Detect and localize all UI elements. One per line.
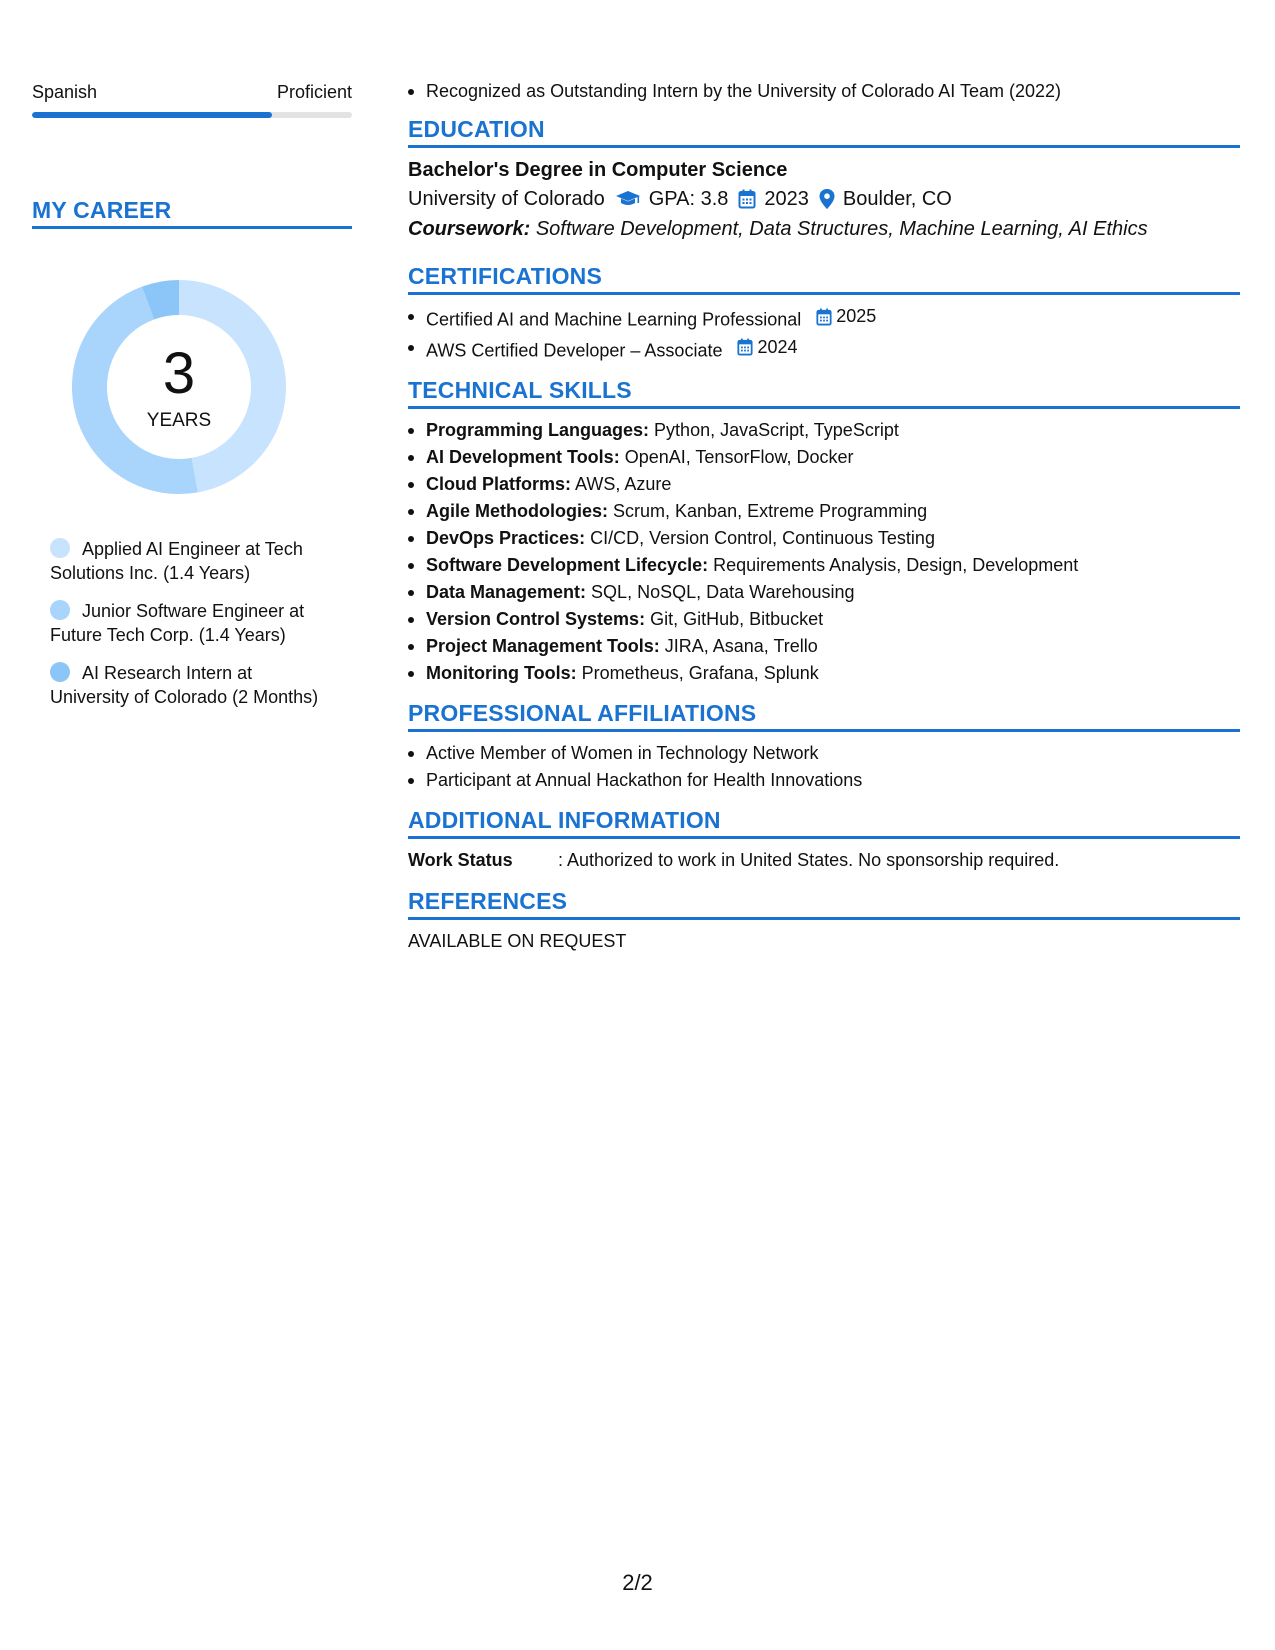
education-gpa: GPA: 3.8 (648, 188, 729, 210)
section-divider (408, 917, 1240, 920)
career-total-unit: YEARS (146, 410, 212, 431)
career-donut-chart (67, 275, 291, 499)
education-school: University of Colorado (408, 188, 605, 210)
education-coursework (408, 214, 1240, 244)
skill-value: Git, GitHub, Bitbucket (650, 609, 824, 629)
main-column (408, 78, 1240, 954)
section-title: TECHNICAL SKILLS (408, 377, 632, 403)
list-item (408, 606, 1240, 633)
language-proficiency-bar (32, 112, 352, 118)
education-location: Boulder, CO (842, 188, 952, 210)
legend-item (50, 599, 325, 647)
skill-value: Scrum, Kanban, Extreme Programming (613, 501, 928, 521)
section-title: REFERENCES (408, 888, 568, 914)
skill-value: OpenAI, TensorFlow, Docker (624, 447, 854, 467)
certification-date (816, 303, 876, 330)
list-item: Participant at Annual Hackathon for Health Innovations (408, 767, 1240, 794)
skill-label: Agile Methodologies: (426, 501, 608, 521)
references-section (408, 887, 1240, 954)
career-legend (50, 537, 325, 723)
coursework-label: Coursework: (408, 218, 531, 240)
list-item (408, 552, 1240, 579)
legend-label: AI Research Intern at University of Colorado (2 Months) (50, 663, 319, 707)
skill-label: DevOps Practices: (426, 528, 586, 548)
list-item (408, 525, 1240, 552)
technical-skills-section (408, 376, 1240, 687)
language-block (32, 80, 352, 118)
list-item (408, 633, 1240, 660)
affiliations-list (408, 740, 1240, 794)
section-title: CERTIFICATIONS (408, 263, 603, 289)
education-year: 2023 (764, 188, 809, 210)
section-title: ADDITIONAL INFORMATION (408, 807, 721, 833)
language-proficiency-fill (32, 112, 272, 118)
section-divider (408, 836, 1240, 839)
calendar-icon (816, 308, 832, 326)
skill-label: Cloud Platforms: (426, 474, 572, 494)
skill-label: Version Control Systems: (426, 609, 646, 629)
skill-label: Software Development Lifecycle: (426, 555, 709, 575)
section-divider (32, 226, 352, 229)
additional-info-section (408, 806, 1240, 873)
section-title: PROFESSIONAL AFFILIATIONS (408, 700, 757, 726)
skill-value: Python, JavaScript, TypeScript (654, 420, 899, 440)
work-status-value: : Authorized to work in United States. No sponsorship required. (558, 850, 1060, 870)
section-divider (408, 145, 1240, 148)
list-item: Active Member of Women in Technology Network (408, 740, 1240, 767)
skills-list (408, 417, 1240, 687)
legend-item (50, 537, 325, 585)
legend-label: Junior Software Engineer at Future Tech Corp. (1.4 Years) (50, 601, 305, 645)
list-item (408, 444, 1240, 471)
language-name: Spanish (32, 82, 98, 102)
certifications-section (408, 262, 1240, 364)
calendar-icon (737, 338, 753, 356)
section-divider (408, 729, 1240, 732)
language-row (32, 80, 352, 104)
list-item (408, 579, 1240, 606)
certification-name: Certified AI and Machine Learning Professional (426, 309, 802, 330)
education-section (408, 115, 1240, 244)
list-item (408, 417, 1240, 444)
skill-value: Prometheus, Grafana, Splunk (581, 663, 819, 683)
work-status-row (408, 847, 1240, 873)
legend-dot (50, 538, 70, 558)
legend-dot (50, 600, 70, 620)
legend-dot (50, 662, 70, 682)
calendar-icon (738, 189, 756, 209)
skill-label: Monitoring Tools: (426, 663, 577, 683)
section-divider (408, 292, 1240, 295)
coursework-value: Software Development, Data Structures, Machine Learning, AI Ethics (535, 218, 1148, 240)
affiliations-section (408, 699, 1240, 794)
skill-value: SQL, NoSQL, Data Warehousing (591, 582, 855, 602)
graduation-cap-icon (615, 190, 641, 208)
legend-item (50, 661, 325, 709)
certifications-list (408, 303, 1240, 364)
list-item (408, 471, 1240, 498)
certification-year: 2025 (836, 306, 877, 326)
career-total-number: 3 (162, 341, 196, 406)
section-title: EDUCATION (408, 116, 545, 142)
education-degree: Bachelor's Degree in Computer Science (408, 159, 788, 181)
list-item (408, 498, 1240, 525)
certification-name: AWS Certified Developer – Associate (426, 340, 723, 360)
skill-label: Programming Languages: (426, 420, 650, 440)
list-item (408, 303, 1240, 334)
work-status-label: Work Status (408, 850, 513, 870)
skill-value: Requirements Analysis, Design, Development (713, 555, 1079, 575)
skill-label: Project Management Tools: (426, 636, 660, 656)
legend-label: Applied AI Engineer at Tech Solutions Inc. (1.4 Years) (50, 539, 303, 583)
skill-value: JIRA, Asana, Trello (664, 636, 818, 656)
education-meta (408, 184, 1240, 214)
references-text: AVAILABLE ON REQUEST (408, 931, 627, 951)
list-item (408, 334, 1240, 365)
list-item: Recognized as Outstanding Intern by the University of Colorado AI Team (2022) (408, 78, 1240, 105)
section-divider (408, 406, 1240, 409)
list-item (408, 660, 1240, 687)
skill-value: CI/CD, Version Control, Continuous Testing (590, 528, 935, 548)
career-section-header (32, 196, 352, 229)
awards-list (408, 78, 1240, 105)
skill-label: Data Management: (426, 582, 587, 602)
certification-year: 2024 (757, 336, 798, 357)
career-title: MY CAREER (32, 197, 172, 223)
certification-date (737, 334, 797, 361)
skill-label: AI Development Tools: (426, 447, 620, 467)
language-level: Proficient (276, 82, 352, 102)
location-pin-icon (819, 189, 835, 209)
page-number: 2/2 (622, 1570, 653, 1595)
skill-value: AWS, Azure (575, 474, 672, 494)
